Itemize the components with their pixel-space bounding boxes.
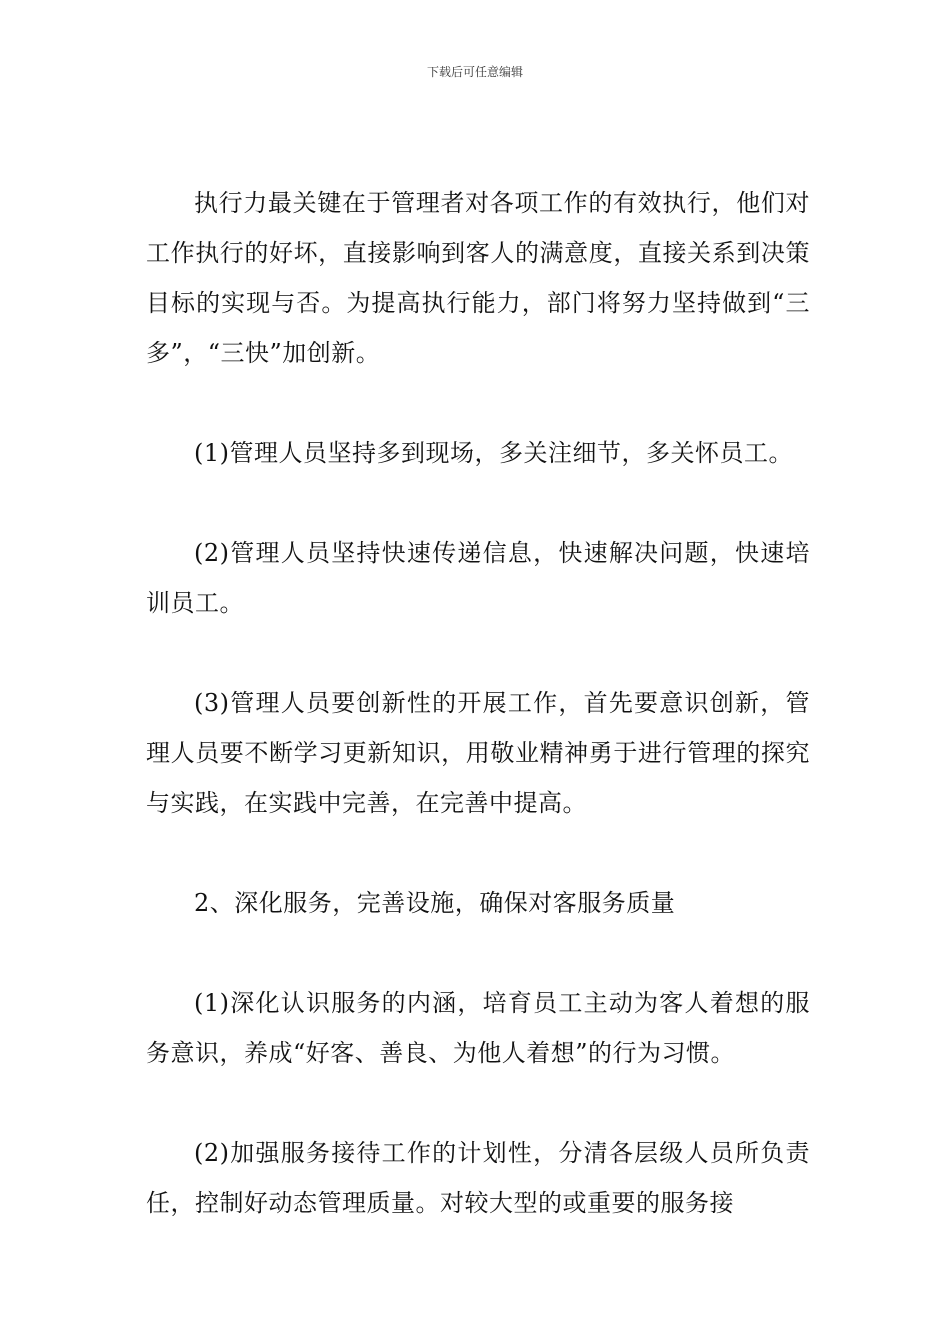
- section-heading-deepen-service: 2、深化服务，完善设施，确保对客服务质量: [194, 889, 676, 917]
- document-body: [146, 178, 810, 1228]
- paragraph-execution-intro: 执行力最关键在于管理者对各项工作的有效执行，他们对工作执行的好坏，直接影响到客人的满意度，直接关系到决策目标的实现与否。为提高执行能力，部门将努力坚持做到“三多”，“三快”加创新。: [146, 189, 810, 367]
- paragraph-service-item-1: (1)深化认识服务的内涵，培育员工主动为客人着想的服务意识，养成“好客、善良、为他人着想”的行为习惯。: [146, 989, 810, 1067]
- paragraph-item-3-innovation: (3)管理人员要创新性的开展工作，首先要意识创新，管理人员要不断学习更新知识，用敬业精神勇于进行管理的探究与实践，在实践中完善，在完善中提高。: [146, 689, 810, 817]
- page-header: 下载后可任意编辑: [426, 65, 523, 79]
- paragraph-item-1-on-site: (1)管理人员坚持多到现场，多关注细节，多关怀员工。: [194, 439, 793, 467]
- paragraph-item-2-fast: (2)管理人员坚持快速传递信息，快速解决问题，快速培训员工。: [146, 539, 810, 617]
- paragraph-service-item-2: (2)加强服务接待工作的计划性，分清各层级人员所负责任，控制好动态管理质量。对较大型的或重要的服务接: [146, 1139, 810, 1217]
